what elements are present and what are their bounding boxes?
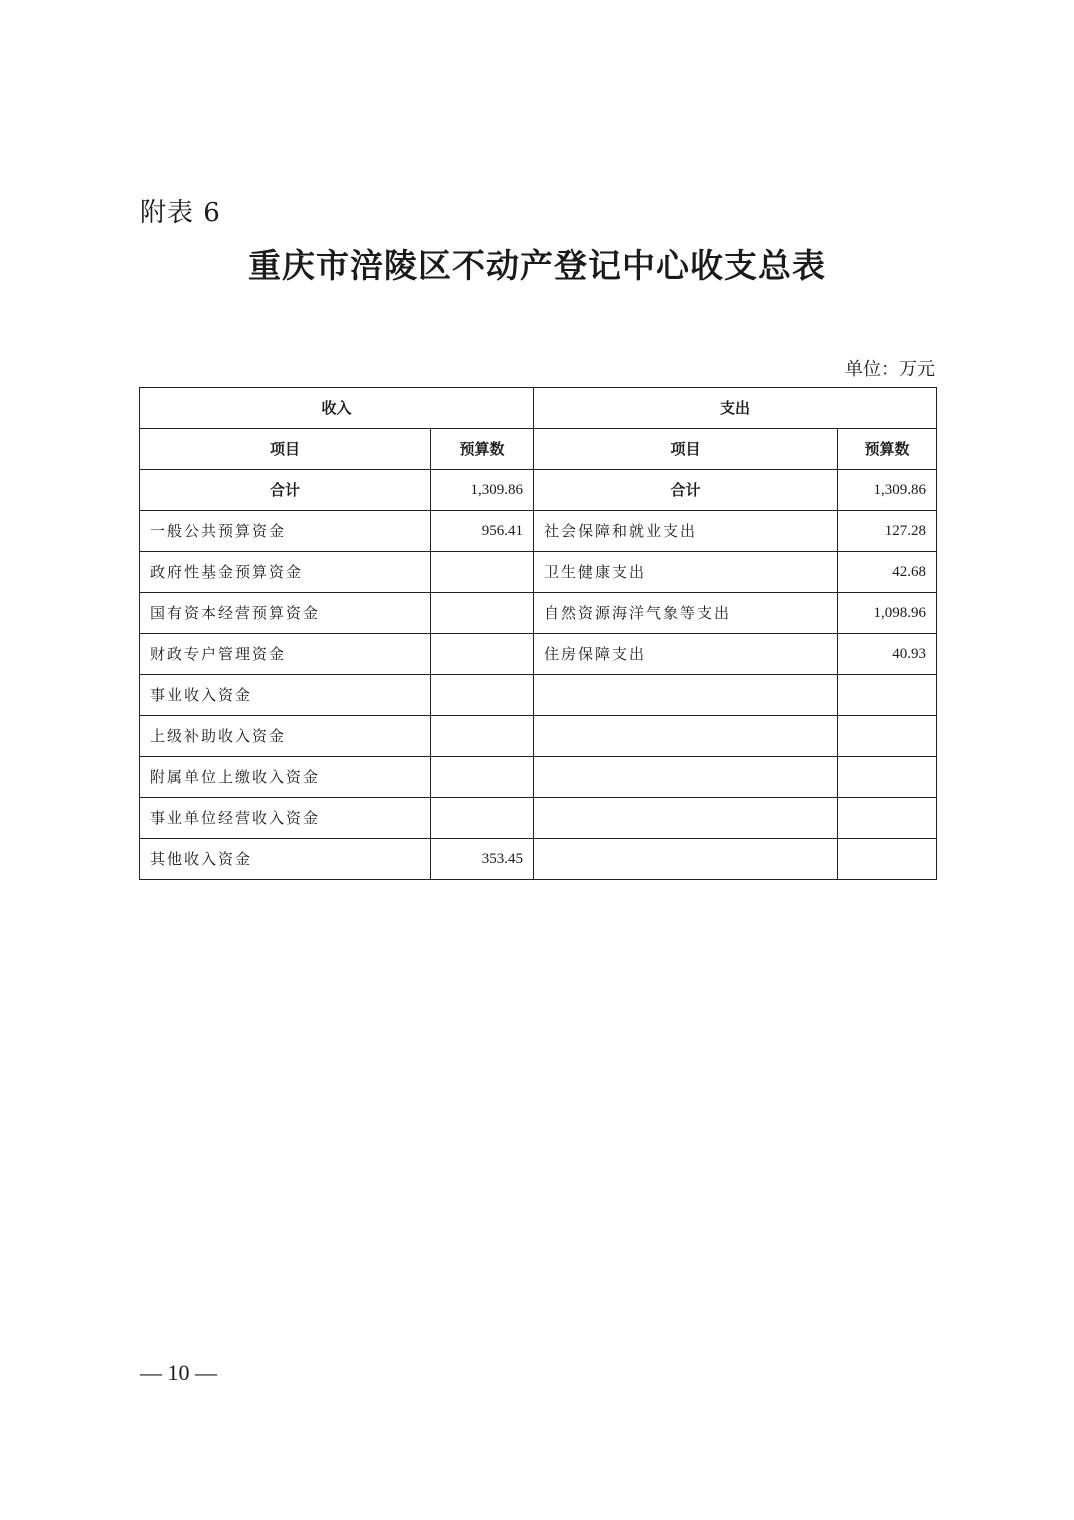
income-amount bbox=[431, 634, 534, 675]
page-number: — 10 — bbox=[140, 1360, 217, 1385]
income-total-value: 1,309.86 bbox=[431, 470, 534, 511]
expense-item-column-header: 项目 bbox=[534, 429, 838, 470]
expense-item: 社会保障和就业支出 bbox=[534, 511, 838, 552]
expense-item: 住房保障支出 bbox=[534, 634, 838, 675]
income-amount: 956.41 bbox=[431, 511, 534, 552]
table-row bbox=[140, 634, 937, 675]
expense-item bbox=[534, 716, 838, 757]
expense-amount: 40.93 bbox=[838, 634, 937, 675]
expense-amount: 42.68 bbox=[838, 552, 937, 593]
section-header-row bbox=[140, 388, 937, 429]
income-amount bbox=[431, 798, 534, 839]
income-item: 上级补助收入资金 bbox=[140, 716, 431, 757]
income-amount bbox=[431, 593, 534, 634]
income-item: 事业单位经营收入资金 bbox=[140, 798, 431, 839]
expense-amount bbox=[838, 716, 937, 757]
income-amount bbox=[431, 675, 534, 716]
expense-amount-column-header: 预算数 bbox=[838, 429, 937, 470]
table-row bbox=[140, 511, 937, 552]
expense-amount: 127.28 bbox=[838, 511, 937, 552]
income-item-column-header: 项目 bbox=[140, 429, 431, 470]
expense-item: 自然资源海洋气象等支出 bbox=[534, 593, 838, 634]
table-row bbox=[140, 675, 937, 716]
income-amount bbox=[431, 716, 534, 757]
income-amount bbox=[431, 552, 534, 593]
income-amount bbox=[431, 757, 534, 798]
expense-total-label: 合计 bbox=[534, 470, 838, 511]
income-amount: 353.45 bbox=[431, 839, 534, 880]
total-row bbox=[140, 470, 937, 511]
expense-total-value: 1,309.86 bbox=[838, 470, 937, 511]
income-item: 政府性基金预算资金 bbox=[140, 552, 431, 593]
expense-item bbox=[534, 757, 838, 798]
expense-item bbox=[534, 675, 838, 716]
table-row bbox=[140, 593, 937, 634]
appendix-label: 附表 6 bbox=[140, 198, 221, 228]
expense-amount bbox=[838, 839, 937, 880]
table-row bbox=[140, 716, 937, 757]
expense-item: 卫生健康支出 bbox=[534, 552, 838, 593]
income-item: 附属单位上缴收入资金 bbox=[140, 757, 431, 798]
income-item: 国有资本经营预算资金 bbox=[140, 593, 431, 634]
expense-amount bbox=[838, 675, 937, 716]
unit-label: 单位：万元 bbox=[845, 359, 935, 380]
table-row bbox=[140, 552, 937, 593]
expense-section-header: 支出 bbox=[534, 388, 937, 429]
income-amount-column-header: 预算数 bbox=[431, 429, 534, 470]
expense-item bbox=[534, 839, 838, 880]
income-total-label: 合计 bbox=[140, 470, 431, 511]
table-row bbox=[140, 839, 937, 880]
table-row bbox=[140, 757, 937, 798]
income-item: 一般公共预算资金 bbox=[140, 511, 431, 552]
table-row bbox=[140, 798, 937, 839]
income-section-header: 收入 bbox=[140, 388, 534, 429]
budget-summary-table bbox=[139, 387, 937, 880]
expense-amount bbox=[838, 798, 937, 839]
income-item: 财政专户管理资金 bbox=[140, 634, 431, 675]
column-header-row bbox=[140, 429, 937, 470]
document-title: 重庆市涪陵区不动产登记中心收支总表 bbox=[248, 246, 826, 285]
income-item: 其他收入资金 bbox=[140, 839, 431, 880]
income-item: 事业收入资金 bbox=[140, 675, 431, 716]
expense-item bbox=[534, 798, 838, 839]
expense-amount bbox=[838, 757, 937, 798]
expense-amount: 1,098.96 bbox=[838, 593, 937, 634]
